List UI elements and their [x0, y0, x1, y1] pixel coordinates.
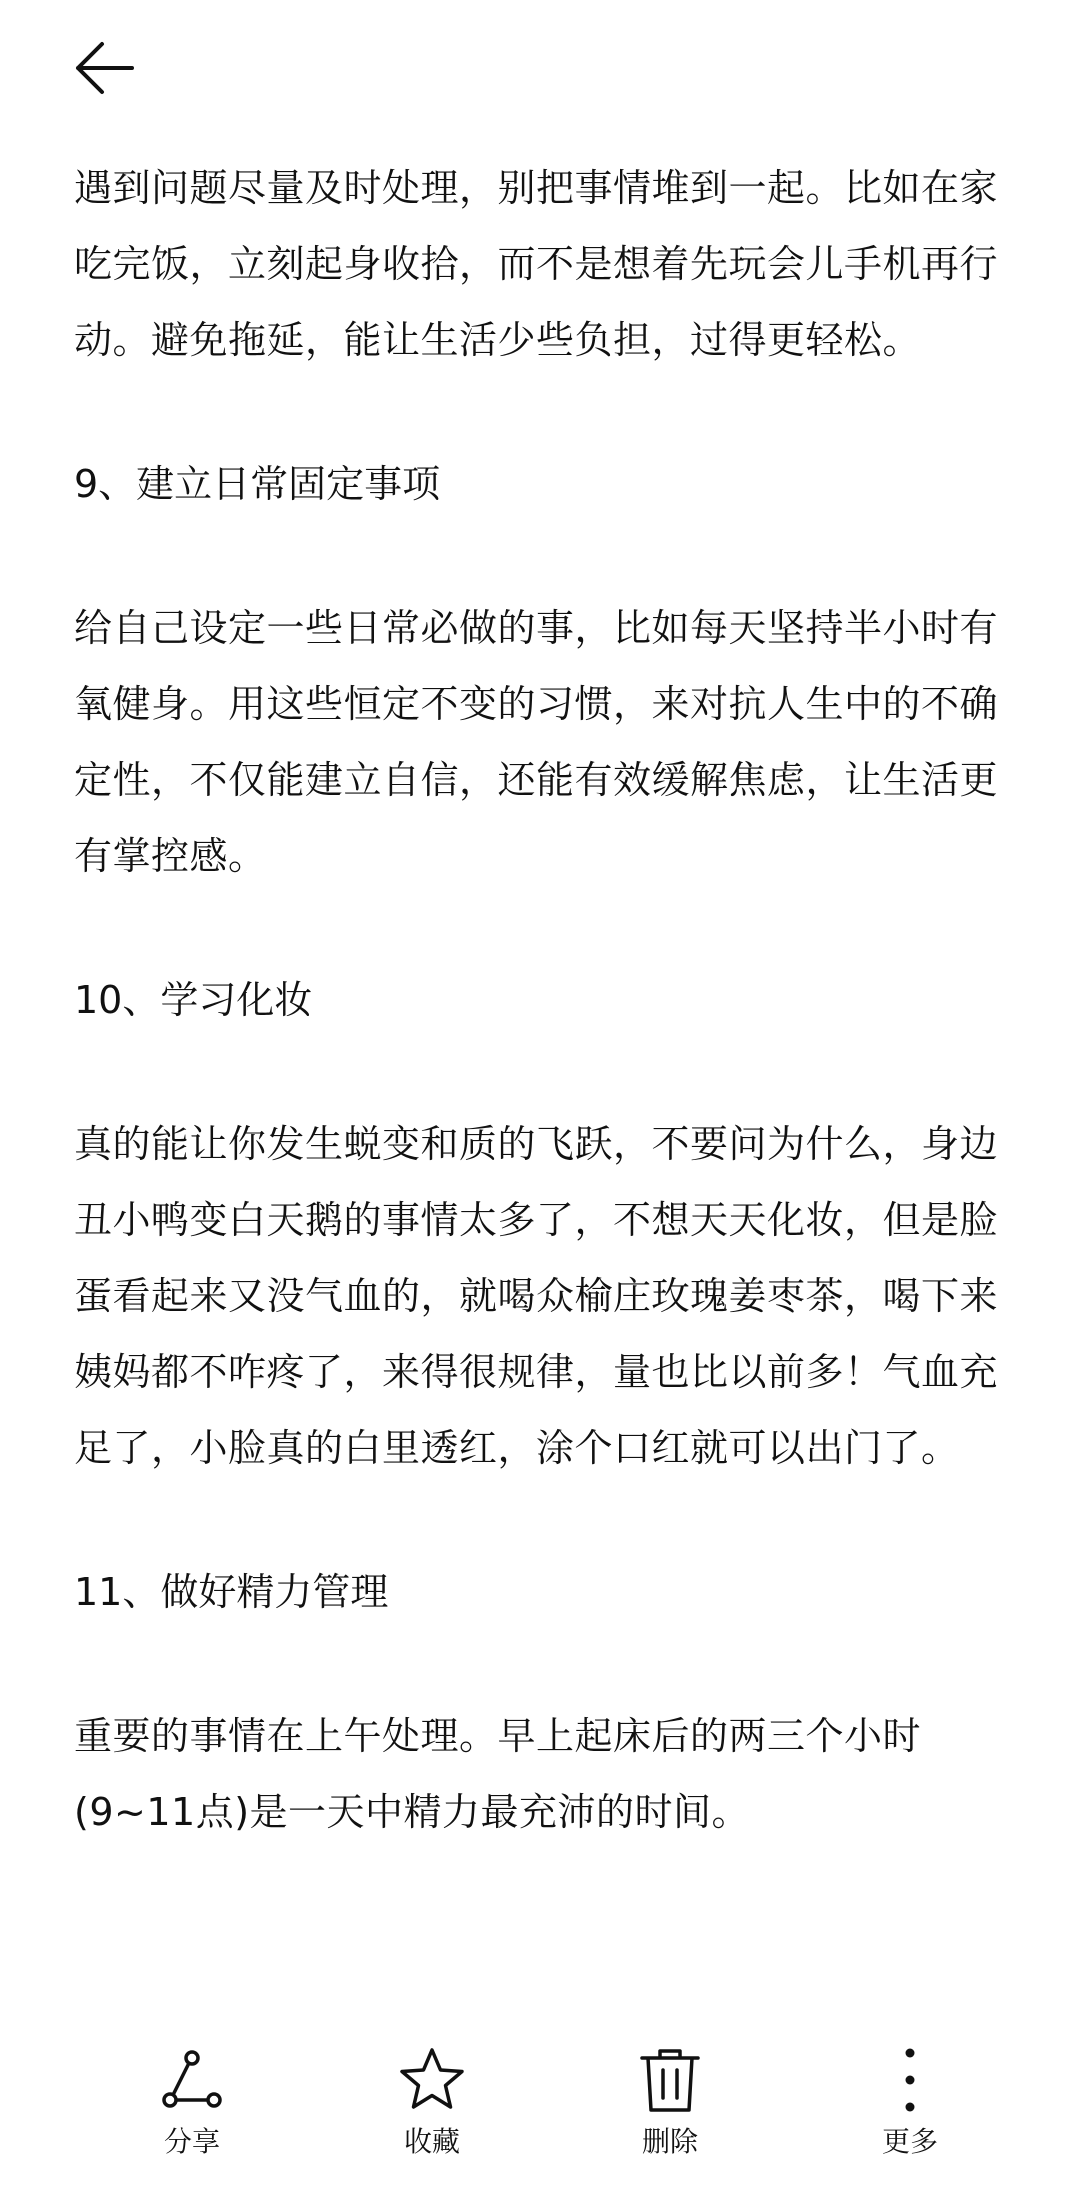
- back-arrow-icon: [72, 40, 136, 96]
- share-button[interactable]: [112, 2040, 272, 2170]
- paragraph: 遇到问题尽量及时处理，别把事情堆到一起。比如在家吃完饭，立刻起身收拾，而不是想着先玩会儿手机再行动。避免拖延，能让生活少些负担，过得更轻松。: [74, 166, 999, 362]
- share-label: 分享: [163, 2125, 220, 2158]
- delete-button[interactable]: [590, 2040, 750, 2170]
- star-icon: [392, 2040, 472, 2120]
- more-label: 更多: [881, 2125, 938, 2158]
- section-heading: 11、做好精力管理: [74, 1570, 389, 1614]
- bottom-toolbar: [0, 2040, 1080, 2186]
- paragraph: 重要的事情在上午处理。早上起床后的两三个小时(9~11点)是一天中精力最充沛的时间。: [74, 1714, 922, 1834]
- paragraph: 给自己设定一些日常必做的事，比如每天坚持半小时有氧健身。用这些恒定不变的习惯，来对抗人生中的不确定性，不仅能建立自信，还能有效缓解焦虑，让生活更有掌控感。: [74, 606, 999, 878]
- share-icon: [152, 2040, 232, 2120]
- more-button[interactable]: [830, 2040, 990, 2170]
- favorite-button[interactable]: [352, 2040, 512, 2170]
- trash-icon: [630, 2040, 710, 2120]
- section-heading: 10、学习化妆: [74, 978, 313, 1022]
- favorite-label: 收藏: [403, 2125, 460, 2158]
- delete-label: 删除: [641, 2125, 698, 2158]
- section-heading: 9、建立日常固定事项: [74, 462, 441, 506]
- article-content: [74, 150, 1004, 1850]
- back-button[interactable]: [64, 28, 144, 108]
- more-vertical-icon: [870, 2040, 950, 2120]
- paragraph: 真的能让你发生蜕变和质的飞跃，不要问为什么，身边丑小鸭变白天鹅的事情太多了，不想天天化妆，但是脸蛋看起来又没气血的，就喝众榆庄玫瑰姜枣茶，喝下来姨妈都不咋疼了，来得很规律，量也比以前多！气血充足了，小脸真的白里透红，涂个口红就可以出门了。: [74, 1122, 999, 1470]
